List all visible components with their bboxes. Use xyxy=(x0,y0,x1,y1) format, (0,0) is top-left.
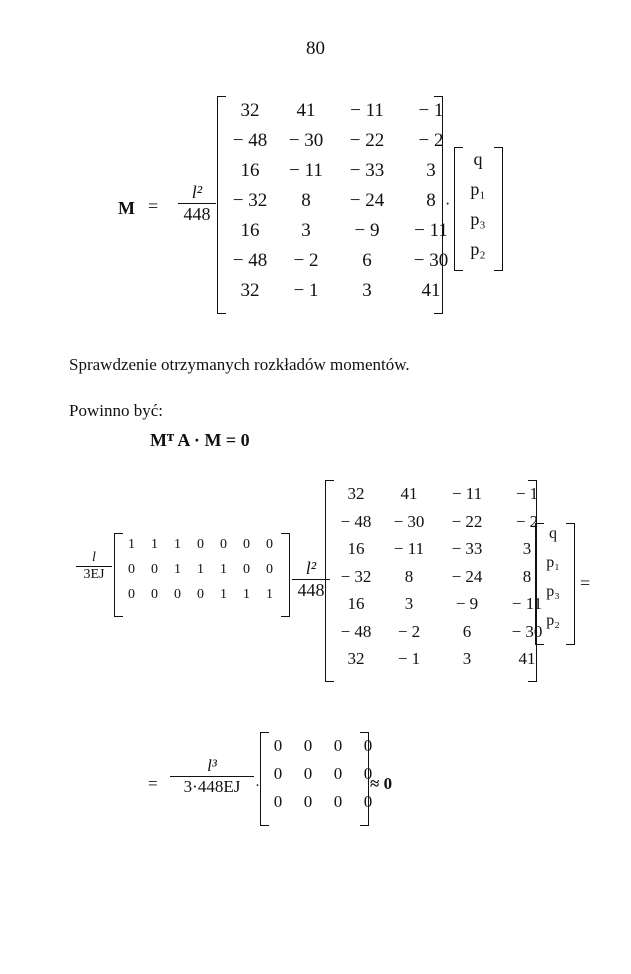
eq3-matrix-a-cell: 0 xyxy=(197,537,204,552)
eq3-matrix-b-cell: − 30 xyxy=(511,621,543,641)
eq3-matrix-a-cell: 1 xyxy=(197,562,204,577)
eq1-vector-bracket-right xyxy=(494,147,503,271)
eq3-matrix-b-cell: 32 xyxy=(347,484,365,503)
eq1-vector-cell: q xyxy=(473,149,483,169)
eq1-matrix-cell: 6 xyxy=(362,250,372,271)
eq1-matrix-cell: 41 xyxy=(421,280,441,301)
eq1-matrix-cell: 16 xyxy=(240,160,260,181)
eq1-matrix-cell: 8 xyxy=(301,190,311,211)
eq3-matrix-b-cell: 8 xyxy=(404,566,414,586)
eq4-matrix-cell: 0 xyxy=(363,736,373,755)
eq3-matrix-b xyxy=(330,484,556,677)
eq1-matrix-bracket-right xyxy=(434,96,443,314)
eq1-matrix-cell: 32 xyxy=(240,100,260,121)
eq4-matrix-cell: 0 xyxy=(303,764,313,783)
eq3-matrix-a-cell: 1 xyxy=(220,562,227,577)
eq1-vector xyxy=(458,149,498,269)
eq3-vector-cell: q xyxy=(549,525,557,542)
eq3-matrix-a-cell: 0 xyxy=(128,562,135,577)
eq1-dot: · xyxy=(445,196,451,213)
eq3-fraction-1 xyxy=(76,550,112,583)
eq3-matrix-b-cell: − 48 xyxy=(340,511,372,531)
eq3-matrix-a-cell: 0 xyxy=(243,537,250,552)
eq1-equals: = xyxy=(148,196,159,216)
eq3-matrix-a-cell: 0 xyxy=(174,587,181,602)
eq3-matrix-b-cell: − 32 xyxy=(340,566,372,586)
eq3-matrix-b-cell: − 11 xyxy=(511,594,543,613)
eq1-matrix-cell: − 48 xyxy=(232,130,268,151)
eq3-matrix-b-cell: 6 xyxy=(462,621,472,641)
eq3-matrix-b-cell: 16 xyxy=(347,594,365,613)
eq1-matrix-cell: − 11 xyxy=(289,160,323,181)
eq1-matrix-cell: 3 xyxy=(362,280,372,301)
eq4-matrix-cell: 0 xyxy=(273,736,283,755)
eq3-matrix-b-cell: 3 xyxy=(462,649,472,668)
eq3-matrix-b-cell: 8 xyxy=(522,566,532,586)
eq1-matrix-cell: 16 xyxy=(240,220,260,241)
text-line-2: Powinno być: xyxy=(69,401,163,420)
eq4-fraction xyxy=(170,756,254,797)
eq4-fraction-den: 3·448EJ xyxy=(183,777,241,796)
eq1-matrix-cell: 41 xyxy=(296,100,316,121)
eq3-matrix-b-cell: − 1 xyxy=(515,484,539,503)
eq1-matrix-cell: − 24 xyxy=(349,190,385,211)
eq3-matrix-b-cell: 16 xyxy=(347,539,365,558)
eq3-matrix-b-cell: 3 xyxy=(404,594,414,613)
eq3-matrix-b-cell: − 2 xyxy=(397,621,421,641)
eq4-fraction-num: l³ xyxy=(207,756,217,775)
eq4-matrix-cell: 0 xyxy=(333,764,343,783)
eq3-matrix-b-cell: − 1 xyxy=(397,649,421,668)
eq3-matrix-b-cell: 3 xyxy=(522,539,532,558)
eq1-matrix-cell: − 2 xyxy=(293,250,319,271)
eq1-matrix-cell: 3 xyxy=(426,160,436,181)
eq1-matrix-cell: 3 xyxy=(301,220,311,241)
eq3-vector-cell: p₂ xyxy=(546,612,560,629)
eq4-equals: = xyxy=(148,774,158,793)
eq1-matrix-cell: − 2 xyxy=(418,130,444,151)
eq3-matrix-a-cell: 0 xyxy=(128,587,135,602)
eq3-matrix-a-cell: 0 xyxy=(151,587,158,602)
eq1-matrix-cell: − 22 xyxy=(349,130,385,151)
eq4-matrix-cell: 0 xyxy=(303,736,313,755)
eq1-fraction-den: 448 xyxy=(183,204,211,224)
eq1-fraction-num: l² xyxy=(191,182,203,202)
eq4-matrix-bracket-right xyxy=(360,732,369,826)
eq1-matrix-cell: − 1 xyxy=(293,280,319,301)
eq1-matrix-cell: − 32 xyxy=(232,190,268,211)
eq4-matrix-cell: 0 xyxy=(333,792,343,811)
eq3-equals: = xyxy=(580,573,591,593)
eq1-matrix-cell: − 11 xyxy=(414,220,448,241)
eq3-vector-cell: p₁ xyxy=(546,554,560,571)
eq3-vector xyxy=(538,525,568,641)
eq1-matrix-cell: − 33 xyxy=(349,160,385,181)
eq1-matrix-cell: − 9 xyxy=(354,220,380,241)
eq3-matrix-b-cell: − 11 xyxy=(451,484,483,503)
eq4-matrix-cell: 0 xyxy=(363,764,373,783)
eq3-matrix-a-cell: 1 xyxy=(174,562,181,577)
equation-2: Mᵀ A · M = 0 xyxy=(150,430,250,450)
eq3-matrix-a-cell: 0 xyxy=(151,562,158,577)
eq3-matrix-a-cell: 1 xyxy=(243,587,250,602)
eq1-matrix xyxy=(222,100,462,310)
eq3-fraction-2-num: l² xyxy=(305,558,317,578)
text-line-1: Sprawdzenie otrzymanych rozkładów momentów. xyxy=(69,355,410,374)
eq3-matrix-b-cell: − 22 xyxy=(451,511,483,531)
eq3-matrix-a-cell: 0 xyxy=(220,537,227,552)
eq3-matrix-b-cell: 41 xyxy=(518,649,536,668)
eq3-matrix-a-cell: 1 xyxy=(266,587,273,602)
eq1-lhs: M xyxy=(118,198,135,218)
eq1-matrix-cell: − 1 xyxy=(418,100,444,121)
eq4-matrix-cell: 0 xyxy=(333,736,343,755)
eq3-matrix-b-cell: − 9 xyxy=(455,594,479,613)
eq4-matrix-cell: 0 xyxy=(303,792,313,811)
eq1-vector-cell: p₃ xyxy=(470,209,486,229)
eq4-matrix-cell: 0 xyxy=(363,792,373,811)
eq3-vector-cell: p₃ xyxy=(546,583,560,600)
eq1-vector-cell: p₂ xyxy=(470,239,486,259)
eq3-matrix-a-cell: 0 xyxy=(266,562,273,577)
eq4-dot: · xyxy=(255,778,260,794)
eq3-matrix-a xyxy=(120,537,281,612)
page-number: 80 xyxy=(306,38,325,59)
eq4-matrix-cell: 0 xyxy=(273,792,283,811)
eq4-result: ≈ 0 xyxy=(370,774,393,793)
eq3-matrix-b-cell: 41 xyxy=(400,484,418,503)
eq3-matrix-a-cell: 0 xyxy=(197,587,204,602)
eq1-matrix-cell: − 48 xyxy=(232,250,268,271)
eq3-matrix-b-cell: − 48 xyxy=(340,621,372,641)
eq3-matrix-b-cell: − 30 xyxy=(393,511,425,531)
eq3-matrix-b-cell: − 24 xyxy=(451,566,483,586)
eq3-fraction-1-num: l xyxy=(92,550,96,565)
eq1-vector-cell: p₁ xyxy=(470,179,486,199)
eq3-matrix-b-cell: − 11 xyxy=(393,539,425,558)
eq3-matrix-a-cell: 1 xyxy=(174,537,181,552)
eq3-vector-bracket-right xyxy=(566,523,575,645)
eq1-matrix-cell: − 30 xyxy=(288,130,324,151)
eq1-matrix-cell: 32 xyxy=(240,280,260,301)
eq3-fraction-1-den: 3EJ xyxy=(83,567,105,582)
eq3-matrix-a-cell: 0 xyxy=(266,537,273,552)
eq3-matrix-a-bracket-right xyxy=(281,533,290,617)
eq1-matrix-cell: 8 xyxy=(426,190,436,211)
eq3-matrix-a-cell: 1 xyxy=(128,537,135,552)
eq3-matrix-b-cell: 32 xyxy=(347,649,365,668)
eq3-matrix-b-cell: − 33 xyxy=(451,539,483,558)
eq3-matrix-a-cell: 1 xyxy=(220,587,227,602)
eq4-matrix-cell: 0 xyxy=(273,764,283,783)
eq3-matrix-a-cell: 1 xyxy=(151,537,158,552)
eq1-matrix-cell: − 11 xyxy=(350,100,384,121)
eq1-matrix-cell: − 30 xyxy=(413,250,449,271)
eq3-fraction-2-den: 448 xyxy=(297,580,325,600)
eq3-matrix-a-cell: 0 xyxy=(243,562,250,577)
eq1-fraction xyxy=(178,182,216,225)
eq3-matrix-b-cell: − 2 xyxy=(515,511,539,531)
